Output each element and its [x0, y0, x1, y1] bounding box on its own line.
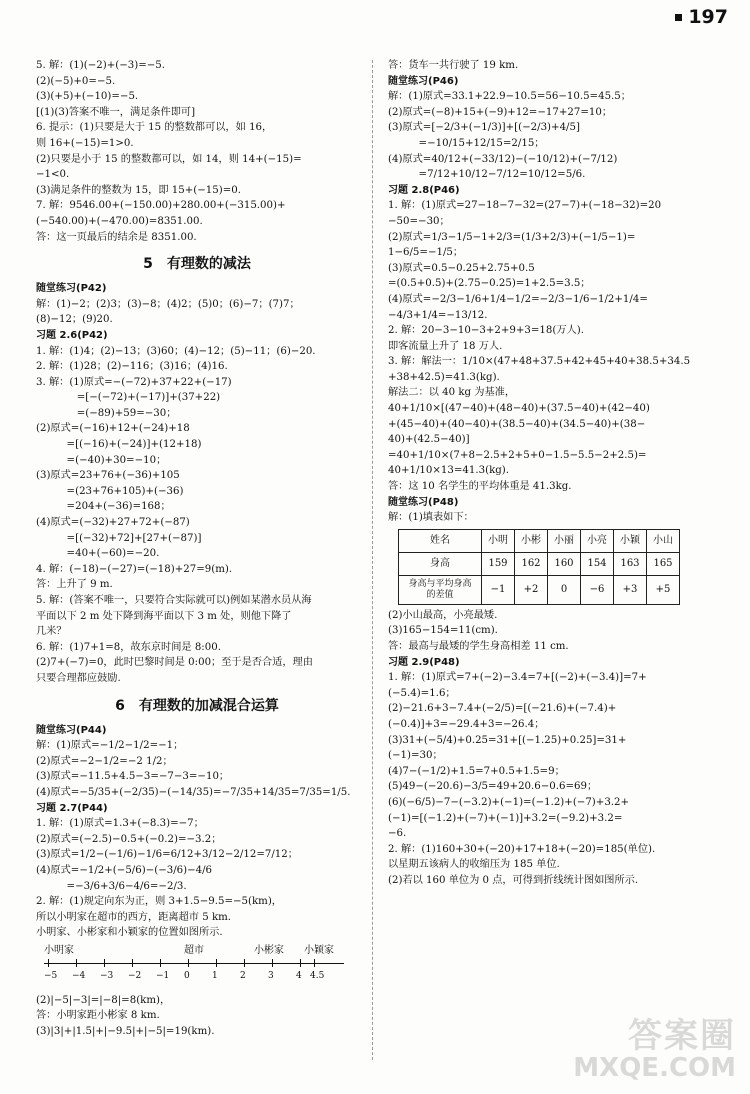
- text-line: (3)原式=−11.5+4.5−3=−7−3=−10；: [36, 771, 230, 783]
- number-line-tick-label: 4: [296, 970, 302, 981]
- text-line: 解法二：以 40 kg 为基准，: [388, 387, 516, 399]
- table-header-cell: 小彬: [515, 529, 548, 552]
- table-cell: −1: [482, 575, 515, 604]
- text-line: 答：上升了 9 m.: [36, 579, 113, 591]
- text-line: 解：(1)原式=33.1+22.9−10.5=56−10.5=45.5；: [388, 91, 631, 103]
- table-cell: −6: [581, 575, 614, 604]
- text-line: 3. 解：解法一：1/10×(47+48+37.5+42+45+40+38.5+34.5: [388, 356, 691, 368]
- text-line: −50=−30；: [388, 215, 450, 227]
- table-cell: 160: [548, 552, 581, 575]
- text-line: 以星期五该病人的收缩压为 185 单位.: [388, 859, 560, 871]
- table-cell: +5: [647, 575, 680, 604]
- text-line: 只要合理都应鼓励.: [36, 672, 121, 684]
- number-line-tick-label: 1: [212, 970, 218, 981]
- text-line: 答：货车一共行驶了 19 km.: [388, 60, 519, 71]
- section-title: 5 有理数的减法: [143, 256, 251, 273]
- table-cell: 162: [515, 552, 548, 575]
- subsection-heading: 随堂练习(P46): [388, 75, 459, 87]
- text-line: (3)|3|+|1.5|+|−9.5|+|−5|=19(km).: [36, 1026, 215, 1038]
- number-line-tick-label: 0: [184, 970, 190, 981]
- text-line: =7/12+10/12−7/12=10/12=5/6.: [388, 169, 586, 181]
- square-icon: [675, 14, 682, 21]
- text-line: (2)若以 160 单位为 0 点，可得到折线统计图如图所示.: [388, 874, 639, 886]
- table-header-cell: 小明: [482, 529, 515, 552]
- text-line: 1. 解：(1)原式=7+(−2)−3.4=7+[(−2)+(−3.4)]=7+: [388, 672, 647, 684]
- text-line: 答：最高与最矮的学生身高相差 11 cm.: [388, 641, 569, 652]
- text-line: 1−6/5=−1/5；: [388, 247, 464, 259]
- text-line: 答：这 10 名学生的平均体重是 41.3kg.: [388, 481, 572, 493]
- height-table: [398, 529, 680, 605]
- number-line-axis: [44, 963, 344, 964]
- text-line: =[(−16)+(−24)]+(12+18): [36, 439, 202, 451]
- text-line: =[−(−72)+(−17)]+(37+22): [36, 392, 221, 404]
- text-line: (2)小山最高，小亮最矮.: [388, 609, 498, 621]
- table-row: [399, 575, 680, 604]
- number-line-tick: [76, 959, 77, 967]
- text-line: [(1)(3)答案不唯一，满足条件即可]: [36, 106, 196, 118]
- text-line: (−1)=[(−1.2)+(−7)+(−1)]+3.2=(−9.2)+3.2=: [388, 812, 623, 824]
- text-line: (8)−12；(9)20.: [36, 314, 113, 326]
- left-column: [36, 58, 358, 1040]
- text-line: 40+1/10×13=41.3(kg).: [388, 465, 509, 477]
- text-line: =−3/6+3/6−4/6=−2/3.: [36, 880, 187, 892]
- table-cell: +3: [614, 575, 647, 604]
- text-line: (−5.4)=1.6；: [388, 687, 456, 699]
- text-line: (2)7+(−7)=0，此时巴黎时间是 0:00；至于是否合适，理由: [36, 657, 313, 669]
- number-line-tick-label: 4.5: [310, 970, 325, 981]
- text-line: 解：(1)−2；(2)3；(3)−8；(4)2；(5)0；(6)−7；(7)7；: [36, 298, 300, 310]
- text-line: 答：这一页最后的结余是 8351.00.: [36, 231, 197, 243]
- number-line-label: 小颖家: [304, 944, 334, 956]
- text-line: (4)原式=(−32)+27+72+(−87): [36, 517, 190, 529]
- number-line-tick: [132, 959, 133, 967]
- text-line: 2. 解：(1)规定向东为正，则 3+1.5−9.5=−5(km)，: [36, 896, 282, 908]
- text-line: =204+(−36)=168；: [36, 501, 171, 513]
- table-header-cell: 小颖: [614, 529, 647, 552]
- text-line: (2)−21.6+3−7.4+(−2/5)=[(−21.6)+(−7.4)+: [388, 703, 617, 715]
- text-line: =(0.5+0.5)+(2.75−0.25)=1+2.5=3.5；: [388, 278, 591, 290]
- watermark: 答案圈 MXQE.COM: [573, 1016, 736, 1083]
- table-header-cell: 小山: [647, 529, 680, 552]
- text-line: (3)31+(−5/4)+0.25=31+[(−1.25)+0.25]=31+: [388, 734, 627, 746]
- text-line: (3)满足条件的整数为 15，即 15+(−15)=0.: [36, 184, 241, 196]
- number-line-tick: [244, 959, 245, 967]
- subsection-heading: 习题 2.9(P48): [388, 656, 460, 668]
- number-line-tick-label: −1: [156, 970, 170, 981]
- text-line: 几米？: [36, 626, 67, 638]
- table-header-cell: 姓名: [399, 529, 482, 552]
- text-line: (−540.00)+(−470.00)=8351.00.: [36, 215, 203, 227]
- text-line: (4)原式=−5/35+(−2/35)−(−14/35)=−7/35+14/35=7/35=1/5.: [36, 786, 351, 798]
- subsection-heading: 习题 2.8(P46): [388, 184, 460, 196]
- text-line: 则 16+(−15)=1>0.: [36, 137, 134, 149]
- text-line: (3)原式=0.5−0.25+2.75+0.5: [388, 262, 535, 274]
- text-line: 即客流量上升了 18 万人.: [388, 340, 503, 352]
- subsection-heading: 习题 2.6(P42): [36, 329, 108, 341]
- text-line: =40+(−60)=−20.: [36, 548, 160, 560]
- number-line-tick-label: −4: [72, 970, 86, 981]
- text-line: 解：(1)填表如下：: [388, 512, 474, 524]
- number-line-tick: [216, 959, 217, 967]
- text-line: −1<0.: [36, 169, 70, 181]
- text-line: (2)原式=1/3−1/5−1+2/3=(1/3+2/3)+(−1/5−1)=: [388, 231, 636, 243]
- text-line: 5. 解：(答案不唯一，只要符合实际就可以)例如某潜水员从海: [36, 595, 312, 606]
- table-cell: 身高: [399, 552, 482, 575]
- number-line-label: 小明家: [44, 944, 74, 956]
- text-line: 4. 解：(−18)−(−27)=(−18)+27=9(m).: [36, 563, 233, 575]
- table-header-cell: 小丽: [548, 529, 581, 552]
- text-line: =(−40)+30=−10；: [36, 454, 167, 466]
- text-line: (5)49−(−20.6)−3/5=49+20.6−0.6=69；: [388, 781, 598, 793]
- text-line: (−1)=30；: [388, 750, 443, 762]
- number-line-tick: [300, 959, 301, 967]
- text-line: (2)(−5)+0=−5.: [36, 75, 116, 87]
- text-line: (2)|−5|−3|=|−8|=8(km)，: [36, 994, 171, 1006]
- text-line: (6)(−6/5)−7−(−3.2)+(−1)=(−1.2)+(−7)+3.2+: [388, 796, 630, 808]
- subsection-heading: 随堂练习(P48): [388, 496, 459, 508]
- text-line: 2. 解：(1)160+30+(−20)+17+18+(−20)=185(单位).: [388, 843, 656, 855]
- text-line: 解：(1)原式=−1/2−1/2=−1；: [36, 740, 184, 752]
- text-line: 1. 解：(1)原式=1.3+(−8.3)=−7；: [36, 818, 204, 830]
- subsection-heading: 随堂练习(P42): [36, 283, 107, 295]
- text-line: −4/3+1/4=−13/12.: [388, 309, 488, 321]
- text-line: +38+42.5)=41.3(kg).: [388, 371, 500, 383]
- text-line: =−10/15+12/15=2/15；: [388, 137, 545, 149]
- text-line: 1. 解：(1)原式=27−18−7−32=(27−7)+(−18−32)=20: [388, 200, 662, 212]
- text-line: (2)原式=(−8)+15+(−9)+12=−17+27=10；: [388, 106, 613, 118]
- right-column: [388, 58, 712, 889]
- text-line: 7. 解：9546.00+(−150.00)+280.00+(−315.00)+: [36, 200, 286, 212]
- number-line-tick: [104, 959, 105, 967]
- page-number: 197: [675, 6, 728, 28]
- text-line: =(−89)+59=−30；: [36, 407, 177, 419]
- number-line-tick: [314, 959, 315, 967]
- text-line: 40)+(42.5−40)]: [388, 434, 470, 446]
- number-line-tick-label: 2: [240, 970, 246, 981]
- table-cell: 159: [482, 552, 515, 575]
- table-cell: 0: [548, 575, 581, 604]
- table-cell: 163: [614, 552, 647, 575]
- text-line: (2)原式=−2−1/2=−2 1/2；: [36, 755, 173, 767]
- subsection-heading: 随堂练习(P44): [36, 724, 107, 736]
- text-line: (3)原式=23+76+(−36)+105: [36, 470, 180, 482]
- number-line-label: 超市: [184, 944, 204, 956]
- text-line: 3. 解：(1)原式=−(−72)+37+22+(−17): [36, 376, 232, 388]
- text-line: 所以小明家在超市的西方，距离超市 5 km.: [36, 911, 232, 923]
- text-line: =40+1/10×(7+8−2.5+2+5+0−1.5−5.5−2+2.5)=: [388, 449, 647, 461]
- number-line-figure: [44, 943, 344, 991]
- text-line: −6.: [388, 828, 407, 840]
- text-line: +(45−40)+(40−40)+(38.5−40)+(34.5−40)+(38−: [388, 418, 646, 430]
- text-line: 2. 解：20−3−10−3+2+9+3=18(万人).: [388, 325, 584, 337]
- table-header-row: [399, 529, 680, 552]
- number-line-tick-label: 3: [268, 970, 274, 981]
- text-line: (3)原式=1/2−(−1/6)−1/6=6/12+3/12−2/12=7/12；: [36, 849, 298, 861]
- text-line: 5. 解：(1)(−2)+(−3)=−5.: [36, 60, 166, 71]
- text-line: 2. 解：(1)28；(2)−116；(3)16；(4)16.: [36, 361, 228, 373]
- text-line: =(23+76+105)+(−36): [36, 485, 184, 497]
- text-line: (−0.4)]+3=−29.4+3=−26.4；: [388, 718, 545, 730]
- text-line: 1. 解：(1)4；(2)−13；(3)60；(4)−12；(5)−11；(6)−20.: [36, 345, 316, 357]
- text-line: (4)原式=−1/2+(−5/6)−(−3/6)−4/6: [36, 864, 213, 876]
- text-line: 40+1/10×[(47−40)+(48−40)+(37.5−40)+(42−40): [388, 403, 650, 415]
- text-line: (2)原式=(−16)+12+(−24)+18: [36, 423, 190, 435]
- text-line: (3)(+5)+(−10)=−5.: [36, 91, 139, 103]
- column-divider: [372, 60, 373, 1060]
- text-line: (3)165−154=11(cm).: [388, 625, 498, 637]
- number-line-tick: [272, 959, 273, 967]
- number-line-tick-label: −5: [44, 970, 58, 981]
- number-line-tick: [188, 959, 189, 967]
- text-line: 6. 提示：(1)只要是大于 15 的整数都可以，如 16，: [36, 122, 273, 134]
- text-line: 6. 解：(1)7+1=8，故东京时间是 8:00.: [36, 641, 221, 653]
- number-line-tick-label: −2: [128, 970, 142, 981]
- text-line: (4)原式=40/12+(−33/12)−(−10/12)+(−7/12): [388, 153, 618, 165]
- text-line: (4)7−(−1/2)+1.5=7+0.5+1.5=9；: [388, 765, 565, 777]
- text-line: 小明家、小彬家和小颖家的位置如图所示.: [36, 927, 223, 939]
- table-cell: +2: [515, 575, 548, 604]
- table-header-cell: 小亮: [581, 529, 614, 552]
- section-title: 6 有理数的加减混合运算: [115, 697, 279, 714]
- text-line: 平面以下 2 m 处下降到海平面以下 3 m 处，则他下降了: [36, 610, 292, 622]
- subsection-heading: 习题 2.7(P44): [36, 802, 108, 814]
- text-line: (3)原式=[−2/3+(−1/3)]+[(−2/3)+4/5]: [388, 122, 580, 134]
- text-line: (2)原式=(−2.5)−0.5+(−0.2)=−3.2；: [36, 833, 222, 845]
- table-cell: 身高与平均身高的差值: [399, 575, 482, 604]
- text-line: =[(−32)+72]+[27+(−87)]: [36, 532, 202, 544]
- table-row: [399, 552, 680, 575]
- number-line-tick: [48, 959, 49, 967]
- number-line-tick: [160, 959, 161, 967]
- number-line-tick-label: −3: [100, 970, 114, 981]
- text-line: 答：小明家距小彬家 8 km.: [36, 1010, 160, 1022]
- text-line: (2)只要是小于 15 的整数都可以，如 14，则 14+(−15)=: [36, 153, 302, 165]
- text-line: (4)原式=−2/3−1/6+1/4−1/2=−2/3−1/6−1/2+1/4=: [388, 293, 648, 305]
- number-line-label: 小彬家: [254, 944, 284, 956]
- table-cell: 165: [647, 552, 680, 575]
- table-cell: 154: [581, 552, 614, 575]
